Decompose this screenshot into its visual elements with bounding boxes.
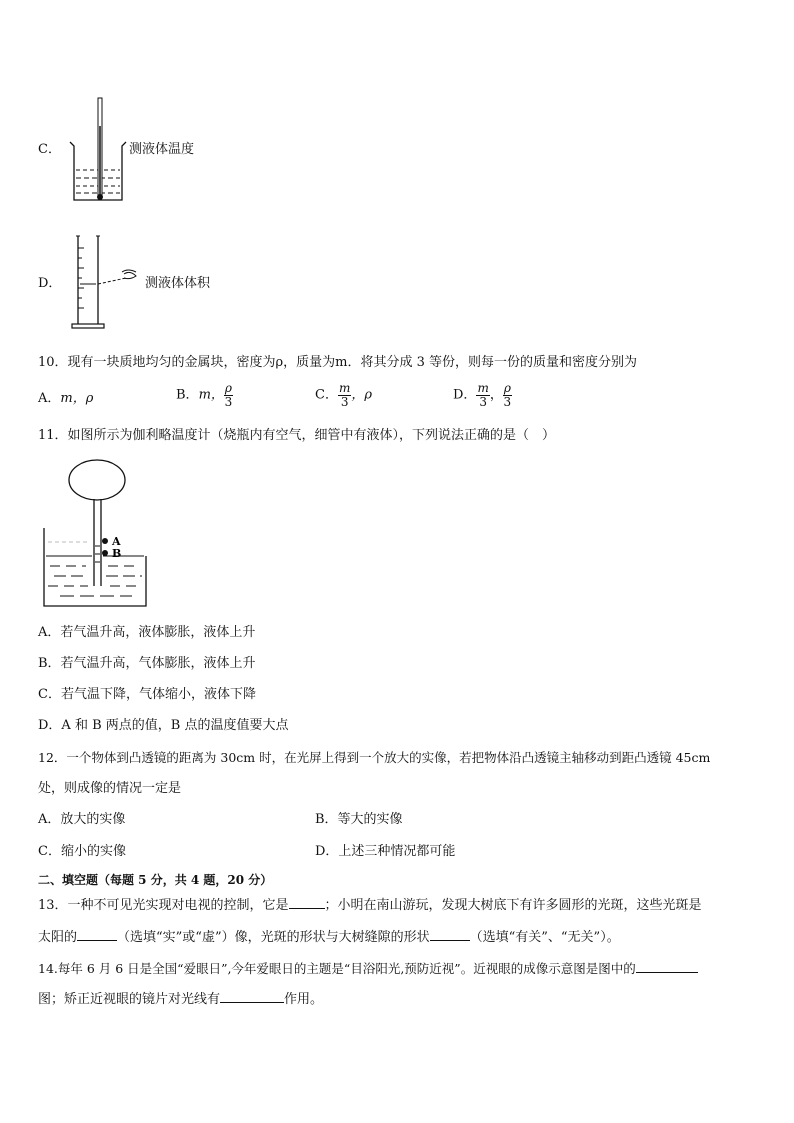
q10-option-c-text: ，ρ xyxy=(351,387,372,403)
q12-option-c[interactable]: C．缩小的实像 xyxy=(38,844,126,859)
q14-line1: 14.每年 6 月 6 日是全国“爱眼日”,今年爱眼日的主题是“目浴阳光,预防近视”。近视眼的成像示意图是图中的 xyxy=(38,960,698,977)
thermometer-in-beaker-figure xyxy=(64,96,134,206)
q12-stem-line2: 处，则成像的情况一定是 xyxy=(38,781,182,796)
q12-stem-line1: 12．一个物体到凸透镜的距离为 30cm 时，在光屏上得到一个放大的实像，若把物体沿凸透镜主轴移动到距凸透镜 45cm xyxy=(38,750,711,765)
point-a-label: A xyxy=(112,535,121,548)
option-c-caption: 测液体温度 xyxy=(129,142,195,157)
graduated-cylinder-figure xyxy=(70,232,150,332)
q10-option-c-letter: C． xyxy=(315,387,338,403)
q10-option-d[interactable] xyxy=(453,382,512,409)
q10-option-d-fraction-2: $\frac{\rho}{3}$ xyxy=(503,381,512,409)
q10-option-a[interactable] xyxy=(38,391,93,407)
section-heading: 二、填空题（每题 5 分，共 4 题，20 分） xyxy=(38,873,273,887)
q14-blank-1[interactable] xyxy=(636,960,698,973)
q10-option-b-fraction: $\frac{\rho}{3}$ xyxy=(224,381,233,409)
q10-option-b-letter: B． xyxy=(176,387,199,403)
q14-line2: 图；矫正近视眼的镜片对光线有 作用。 xyxy=(38,992,324,1007)
q12-option-d[interactable]: D．上述三种情况都可能 xyxy=(315,844,456,859)
q13-line2: 太阳的 （选填“实”或“虚”）像，光斑的形状与大树缝隙的形状 （选填“有关”、“无关”）。 xyxy=(38,930,620,945)
galileo-thermometer-figure xyxy=(40,458,152,610)
q12-option-b[interactable]: B．等大的实像 xyxy=(315,812,403,827)
q10-option-b-text: m， xyxy=(198,387,224,403)
q10-option-b[interactable] xyxy=(176,382,233,409)
option-d-letter: D． xyxy=(38,276,62,291)
q11-option-a[interactable]: A．若气温升高，液体膨胀，液体上升 xyxy=(38,625,256,640)
q10-option-d-sep: ， xyxy=(489,387,503,403)
q14-blank-2[interactable] xyxy=(220,990,284,1003)
q11-option-c[interactable]: C．若气温下降，气体缩小，液体下降 xyxy=(38,687,256,702)
q10-option-a-letter: A． xyxy=(38,391,61,406)
q10-stem: 10．现有一块质地均匀的金属块，密度为ρ，质量为m．将其分成 3 等份，则每一份的质量和密度分别为 xyxy=(38,355,638,370)
point-b-label: B xyxy=(112,547,122,560)
q13-blank-3[interactable] xyxy=(430,928,470,941)
q10-option-d-fraction-1: $\frac{m}{3}$ xyxy=(477,381,489,409)
q12-option-a[interactable]: A．放大的实像 xyxy=(38,812,126,827)
q10-option-c-fraction: $\frac{m}{3}$ xyxy=(338,381,351,409)
q11-option-b[interactable]: B．若气温升高，气体膨胀，液体上升 xyxy=(38,656,256,671)
q13-blank-1[interactable] xyxy=(289,896,325,909)
option-d-caption: 测液体体积 xyxy=(145,276,211,291)
q10-option-d-letter: D． xyxy=(453,387,477,403)
q11-stem: 11．如图所示为伽利略温度计（烧瓶内有空气，细管中有液体），下列说法正确的是（ ） xyxy=(38,428,556,443)
q10-option-a-text: m，ρ xyxy=(60,391,94,406)
q13-blank-2[interactable] xyxy=(77,928,117,941)
q13-line1: 13．一种不可见光实现对电视的控制，它是 ；小明在南山游玩，发现大树底下有许多圆形的光斑，这些光斑是 xyxy=(38,898,702,913)
q11-option-d[interactable]: D．A 和 B 两点的值，B 点的温度值要大点 xyxy=(38,718,289,733)
option-c-letter: C． xyxy=(38,142,61,157)
q10-option-c[interactable] xyxy=(315,382,372,409)
